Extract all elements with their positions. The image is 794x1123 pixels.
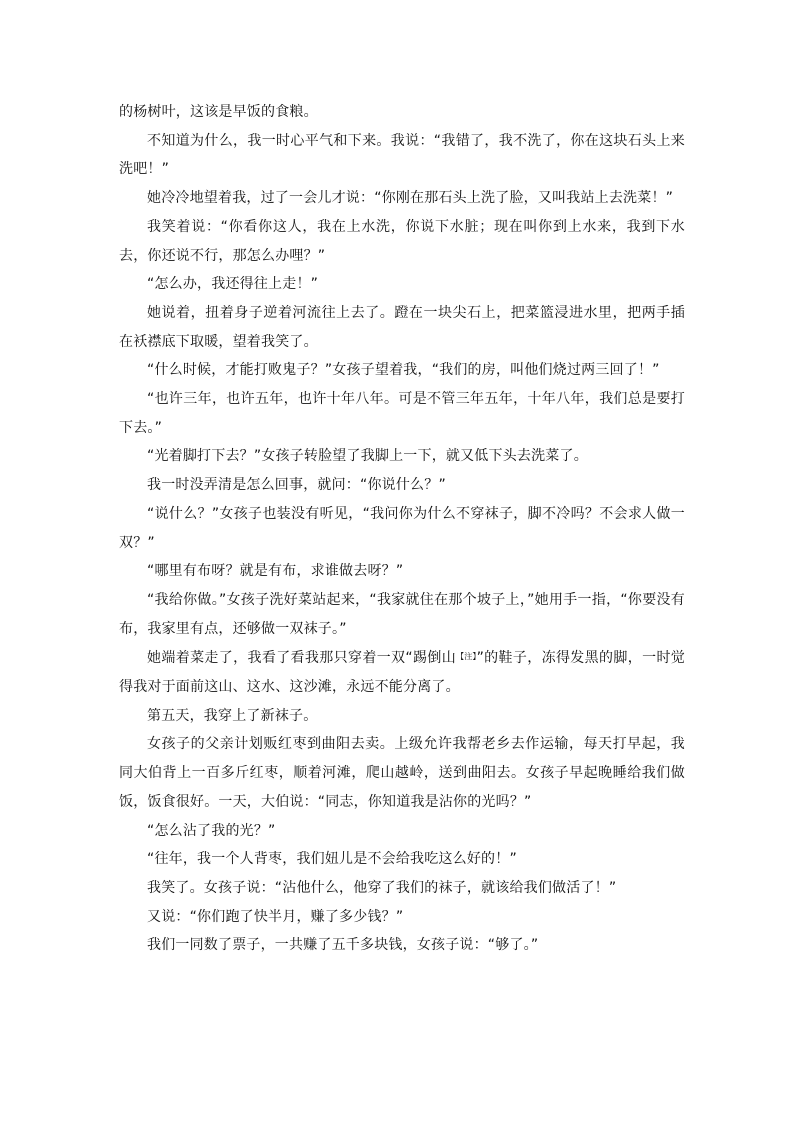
paragraph: 不知道为什么，我一时心平气和下来。我说：“我错了，我不洗了，你在这块石头上来洗吧！”: [119, 132, 685, 178]
paragraph: “哪里有布呀？就是有布，求谁做去呀？”: [147, 563, 404, 580]
paragraph: 女孩子的父亲计划贩红枣到曲阳去卖。上级允许我帮老乡去作运输，每天打早起，我同大伯背上一百多斤红枣，顺着河滩，爬山越岭，送到曲阳去。女孩子早起晚睡给我们做饭，饭食很好。一天，大伯说：“同志，你知道我是沾你的光吗？”: [119, 736, 685, 810]
paragraph: “怎么沾了我的光？”: [147, 822, 276, 839]
paragraph: 我笑了。女孩子说：“沾他什么，他穿了我们的袜子，就该给我们做活了！”: [147, 879, 617, 896]
paragraph: “什么时候，才能打败鬼子？”女孩子望着我，“我们的房，叫他们烧过两三回了！”: [147, 362, 660, 379]
paragraph: “往年，我一个人背枣，我们妞儿是不会给我吃这么好的！”: [147, 851, 517, 868]
paragraph-text: 她端着菜走了，我看了看我那只穿着一双“踢倒山: [147, 650, 457, 667]
paragraph: 第五天，我穿上了新袜子。: [147, 707, 318, 724]
paragraph: “我给你做。”女孩子洗好菜站起来，“我家就住在那个坡子上，”她用手一指，“你要没有布，我家里有点，还够做一双袜子。”: [119, 591, 685, 637]
paragraph-text: ”的鞋子，冻得发黑的脚，一时觉得我对于面前这山、这水、这沙滩，永远不能分离了。: [119, 650, 685, 696]
paragraph-with-note: [119, 643, 685, 701]
paragraph: 她冷冷地望着我，过了一会儿才说：“你刚在那石头上洗了脸，又叫我站上去洗菜！”: [147, 190, 674, 207]
paragraph: 的杨树叶，这该是早饭的食粮。: [119, 104, 318, 120]
paragraph: 又说：“你们跑了快半月，赚了多少钱？”: [147, 908, 404, 925]
paragraph: “说什么？”女孩子也装没有听见，“我问你为什么不穿袜子，脚不冷吗？不会求人做一双？”: [119, 505, 685, 551]
paragraph: “怎么办，我还得往上走！”: [147, 276, 319, 293]
paragraph: 她说着，扭着身子逆着河流往上去了。蹬在一块尖石上，把菜篮浸进水里，把两手插在袄襟底下取暖，望着我笑了。: [119, 304, 685, 350]
document-body: [119, 98, 685, 960]
paragraph: 我们一同数了票子，一共赚了五千多块钱，女孩子说：“够了。”: [147, 937, 539, 954]
paragraph: “光着脚打下去？”女孩子转脸望了我脚上一下，就又低下头去洗菜了。: [147, 448, 588, 465]
paragraph: 我一时没弄清是怎么回事，就问：“你说什么？”: [147, 477, 446, 494]
paragraph: “也许三年，也许五年，也许十年八年。可是不管三年五年，十年八年，我们总是要打下去。”: [119, 391, 685, 436]
paragraph: 我笑着说：“你看你这人，我在上水洗，你说下水脏；现在叫你到上水来，我到下水去，你还说不行，那怎么办哩？”: [119, 218, 685, 264]
footnote-marker: 【注】: [456, 652, 477, 662]
